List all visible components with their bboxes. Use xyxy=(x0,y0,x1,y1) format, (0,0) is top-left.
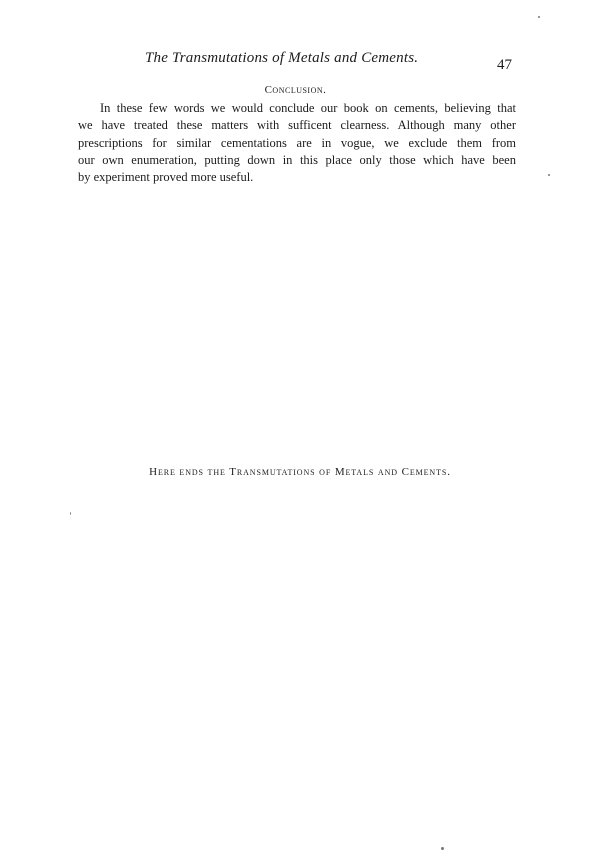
paragraph-line: our own enumeration, putting down in this place only those which have been xyxy=(78,152,516,167)
page-number: 47 xyxy=(497,57,512,73)
scan-speck xyxy=(70,512,71,515)
colophon: Here ends the Transmutations of Metals and Cements. xyxy=(149,466,451,478)
conclusion-paragraph xyxy=(78,100,516,186)
section-title: Conclusion. xyxy=(264,84,327,96)
paragraph-line: In these few words we would conclude our book on cements, believing that xyxy=(100,101,516,115)
scan-speck xyxy=(441,847,444,850)
scan-speck xyxy=(538,16,540,18)
running-title: The Transmutations of Metals and Cements. xyxy=(145,50,419,66)
paragraph-line: we have treated these matters with sufficent clearness. Although many other xyxy=(78,118,516,133)
paragraph-line: prescriptions for similar cementations are in vogue, we exclude them from xyxy=(78,135,516,150)
scan-speck xyxy=(548,174,550,176)
paragraph-line: by experiment proved more useful. xyxy=(78,170,254,185)
